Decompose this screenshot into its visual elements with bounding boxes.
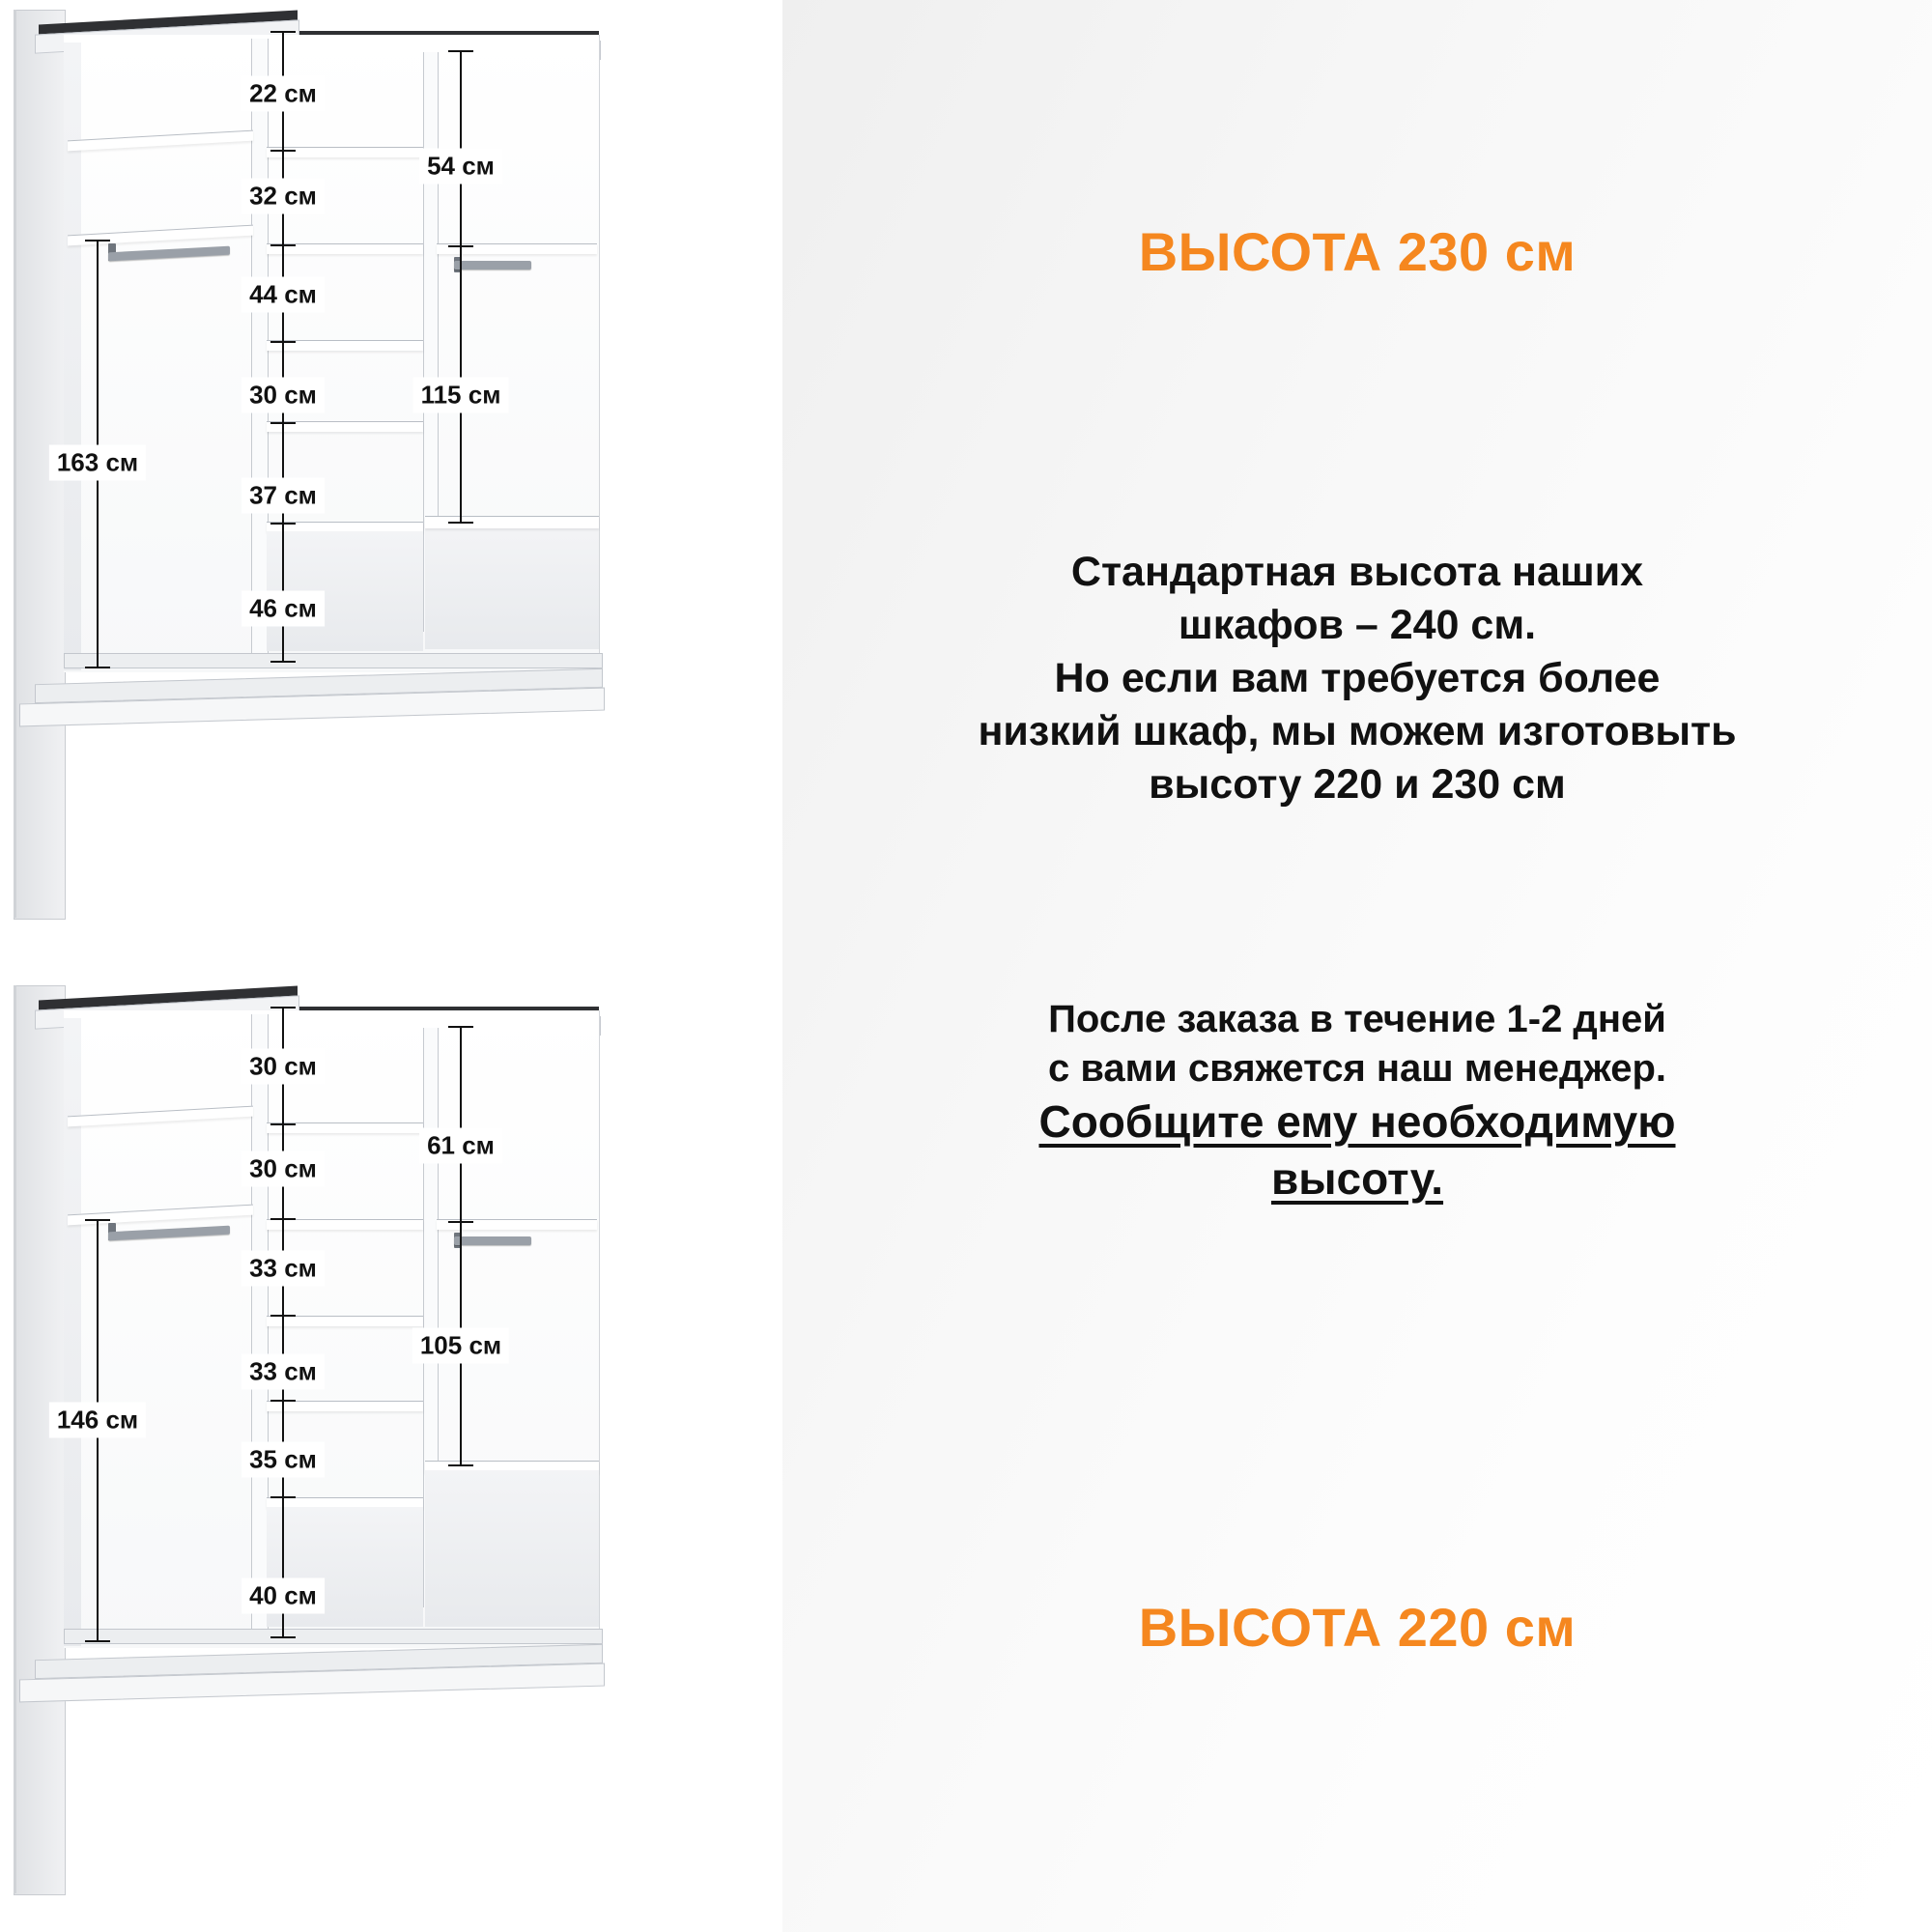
headline-height-220: ВЫСОТА 220 см [1138,1597,1577,1658]
dim-label-32: 32 см [242,179,325,214]
dim-label-105: 105 см [412,1328,509,1364]
dim-label-30a: 30 см [242,1049,325,1085]
dim-label-163: 163 см [49,445,146,481]
para2-line1: После заказа в течение 1-2 дней [1048,998,1666,1040]
info-panel [782,0,1932,1932]
description-paragraph-2 [831,995,1884,1208]
dim-label-40: 40 см [242,1578,325,1614]
para1-line2: шкафов – 240 см. [1178,602,1537,649]
para2-emphasis-line1: Сообщите ему необходимую [1038,1096,1676,1148]
wardrobe-diagram-230 [0,0,782,952]
headline-height-230: ВЫСОТА 230 см [1138,221,1577,282]
dim-label-61: 61 см [419,1128,502,1164]
dim-label-37: 37 см [242,478,325,514]
dim-label-35: 35 см [242,1442,325,1478]
dim-label-54: 54 см [419,149,502,185]
para1-line4: низкий шкаф, мы можем изготовыть [978,708,1737,755]
dim-label-115: 115 см [413,378,509,413]
para1-line3: Но если вам требуется более [1054,655,1661,702]
description-paragraph-1 [831,546,1884,811]
dim-label-46: 46 см [242,591,325,627]
dim-label-22: 22 см [242,76,325,112]
dim-label-146: 146 см [49,1403,146,1438]
wardrobe-diagram-220 [0,976,782,1927]
dim-label-44: 44 см [242,277,325,313]
para1-line1: Стандартная высота наших [1070,549,1644,595]
dim-label-33b: 33 см [242,1354,325,1390]
para2-emphasis-line2: высоту. [1270,1153,1444,1205]
para2-line2: с вами свяжется наш менеджер. [1047,1047,1667,1091]
dim-label-30b: 30 см [242,1151,325,1187]
dim-label-33a: 33 см [242,1251,325,1287]
dim-label-30: 30 см [242,378,325,413]
para1-line5: высоту 220 и 230 см [1149,761,1566,809]
